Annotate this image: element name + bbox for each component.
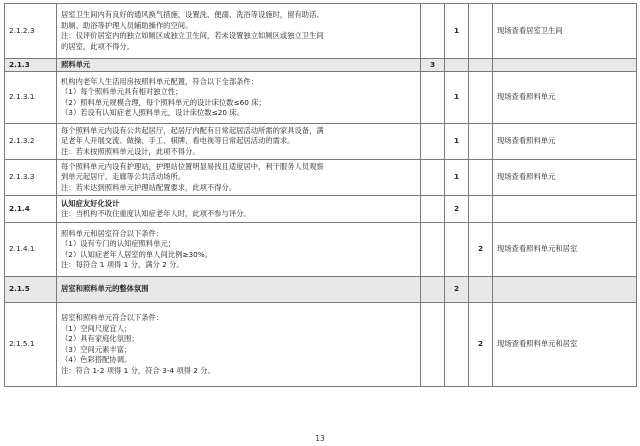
- criteria-table-body: [5, 4, 637, 387]
- item-description: [57, 124, 421, 160]
- description-line: 注：若未达到照料单元护理站配置要求，此项不得分。: [61, 182, 237, 192]
- score-cell-score-a: 3: [421, 59, 445, 72]
- table-row: [5, 196, 637, 223]
- score-cell-score-b: 1: [445, 124, 469, 160]
- description-line: 照料单元: [61, 59, 91, 69]
- item-code: 2.1.3.3: [5, 160, 57, 196]
- item-description: [57, 4, 421, 59]
- table-row: [5, 277, 637, 303]
- item-code: 2.1.2.3: [5, 4, 57, 59]
- item-description: [57, 59, 421, 72]
- score-cell-score-b: 1: [445, 4, 469, 59]
- description-line: 每个照料单元内设有护理站，护理站位置明显易找且适度居中，利于服务人员观察: [61, 161, 324, 171]
- description-line: 注：仅评价居室内的独立如厕区或独立卫生间，若未设置独立如厕区或独立卫生间: [61, 31, 324, 40]
- score-cell-score-a: [421, 196, 445, 223]
- description-line: 机构内老年人生活用房按照料单元配置，符合以下全部条件：: [61, 76, 259, 86]
- score-cell-score-c: [469, 72, 493, 124]
- description-line: 的居室，此项不得分。: [61, 41, 134, 51]
- evaluation-method: 现场查看照料单元和居室: [493, 303, 637, 387]
- page-number: 13: [315, 434, 325, 443]
- evaluation-method: 现场查看照料单元: [493, 160, 637, 196]
- description-line: （2）照料单元规模合理，每个照料单元的设计床位数≤60 床；: [61, 97, 266, 107]
- item-code: 2.1.4: [5, 196, 57, 223]
- score-cell-score-c: 2: [469, 303, 493, 387]
- criteria-table: [4, 3, 637, 387]
- score-cell-score-b: 2: [445, 277, 469, 303]
- table-row: [5, 160, 637, 196]
- table-row: [5, 124, 637, 160]
- description-line: 每个照料单元内设有公共起居厅，起居厅内配有日常起居活动所需的家具设备，满: [61, 125, 324, 135]
- description-line: 注：每符合 1 项得 1 分，满分 2 分。: [61, 260, 184, 269]
- description-line: 注：若未按照照料单元设计，此项不得分。: [61, 146, 200, 156]
- description-line: 居室和照料单元符合以下条件：: [61, 313, 164, 322]
- score-cell-score-a: [421, 277, 445, 303]
- score-cell-score-b: [445, 303, 469, 387]
- table-row: [5, 72, 637, 124]
- score-cell-score-a: [421, 72, 445, 124]
- description-line: （2）认知症老年人居室的单人间比例≥30%。: [61, 249, 213, 259]
- description-line: 助厕、助浴等护理人员辅助操作的空间。: [61, 20, 193, 30]
- description-line: 居室卫生间内有良好的通风换气措施，设置洗、便溺、洗浴等设施时，留有助活、: [61, 10, 324, 19]
- description-line: （3）若设有认知症老人照料单元，设计床位数≤20 床。: [61, 108, 244, 117]
- description-line: 居室和照料单元的整体氛围: [61, 284, 149, 294]
- score-cell-score-a: [421, 223, 445, 277]
- item-code: 2.1.3: [5, 59, 57, 72]
- description-line: （1）设有专门的认知症照料单元；: [61, 239, 176, 248]
- score-cell-score-a: [421, 124, 445, 160]
- description-line: （1）空间尺度宜人；: [61, 323, 132, 333]
- item-code: 2.1.4.1: [5, 223, 57, 277]
- description-line: 照料单元和居室符合以下条件：: [61, 228, 164, 238]
- description-line: （4）色彩搭配协调。: [61, 355, 132, 364]
- description-line: （1）每个照料单元具有相对独立性；: [61, 87, 183, 96]
- item-code: 2.1.3.1: [5, 72, 57, 124]
- score-cell-score-c: [469, 4, 493, 59]
- evaluation-method: 现场查看照料单元: [493, 124, 637, 160]
- description-line: 认知症友好化设计: [61, 198, 120, 208]
- score-cell-score-b: [445, 59, 469, 72]
- score-cell-score-c: [469, 160, 493, 196]
- score-cell-score-b: 1: [445, 160, 469, 196]
- item-code: 2.1.3.2: [5, 124, 57, 160]
- score-cell-score-b: 2: [445, 196, 469, 223]
- table-row: [5, 223, 637, 277]
- table-row: [5, 59, 637, 72]
- item-description: [57, 303, 421, 387]
- evaluation-method: 现场查看照料单元和居室: [493, 223, 637, 277]
- item-description: [57, 277, 421, 303]
- score-cell-score-a: [421, 4, 445, 59]
- item-code: 2.1.5.1: [5, 303, 57, 387]
- item-description: [57, 196, 421, 223]
- table-row: [5, 4, 637, 59]
- item-description: [57, 160, 421, 196]
- description-line: 足老年人开展交流、做操、手工、棋牌、看电视等日常起居活动的需求。: [61, 136, 295, 146]
- score-cell-score-b: [445, 223, 469, 277]
- evaluation-method: [493, 277, 637, 303]
- description-line: （2）具有家庭化氛围；: [61, 334, 139, 343]
- item-description: [57, 223, 421, 277]
- score-cell-score-a: [421, 160, 445, 196]
- description-line: 到单元起居厅、走廊等公共活动场所。: [61, 172, 186, 182]
- table-row: [5, 303, 637, 387]
- description-line: 注：符合 1-2 项得 1 分，符合 3-4 项得 2 分。: [61, 365, 215, 375]
- evaluation-method: 现场查看居室卫生间: [493, 4, 637, 59]
- score-cell-score-a: [421, 303, 445, 387]
- description-line: 注：当机构不收住重度认知症老年人时，此项不参与评分。: [61, 209, 251, 218]
- item-code: 2.1.5: [5, 277, 57, 303]
- score-cell-score-c: [469, 124, 493, 160]
- evaluation-method: [493, 59, 637, 72]
- score-cell-score-c: [469, 277, 493, 303]
- score-cell-score-c: [469, 59, 493, 72]
- item-description: [57, 72, 421, 124]
- score-cell-score-b: 1: [445, 72, 469, 124]
- evaluation-method: [493, 196, 637, 223]
- evaluation-method: 现场查看照料单元: [493, 72, 637, 124]
- score-cell-score-c: [469, 196, 493, 223]
- description-line: （3）空间元素丰富；: [61, 344, 132, 354]
- score-cell-score-c: 2: [469, 223, 493, 277]
